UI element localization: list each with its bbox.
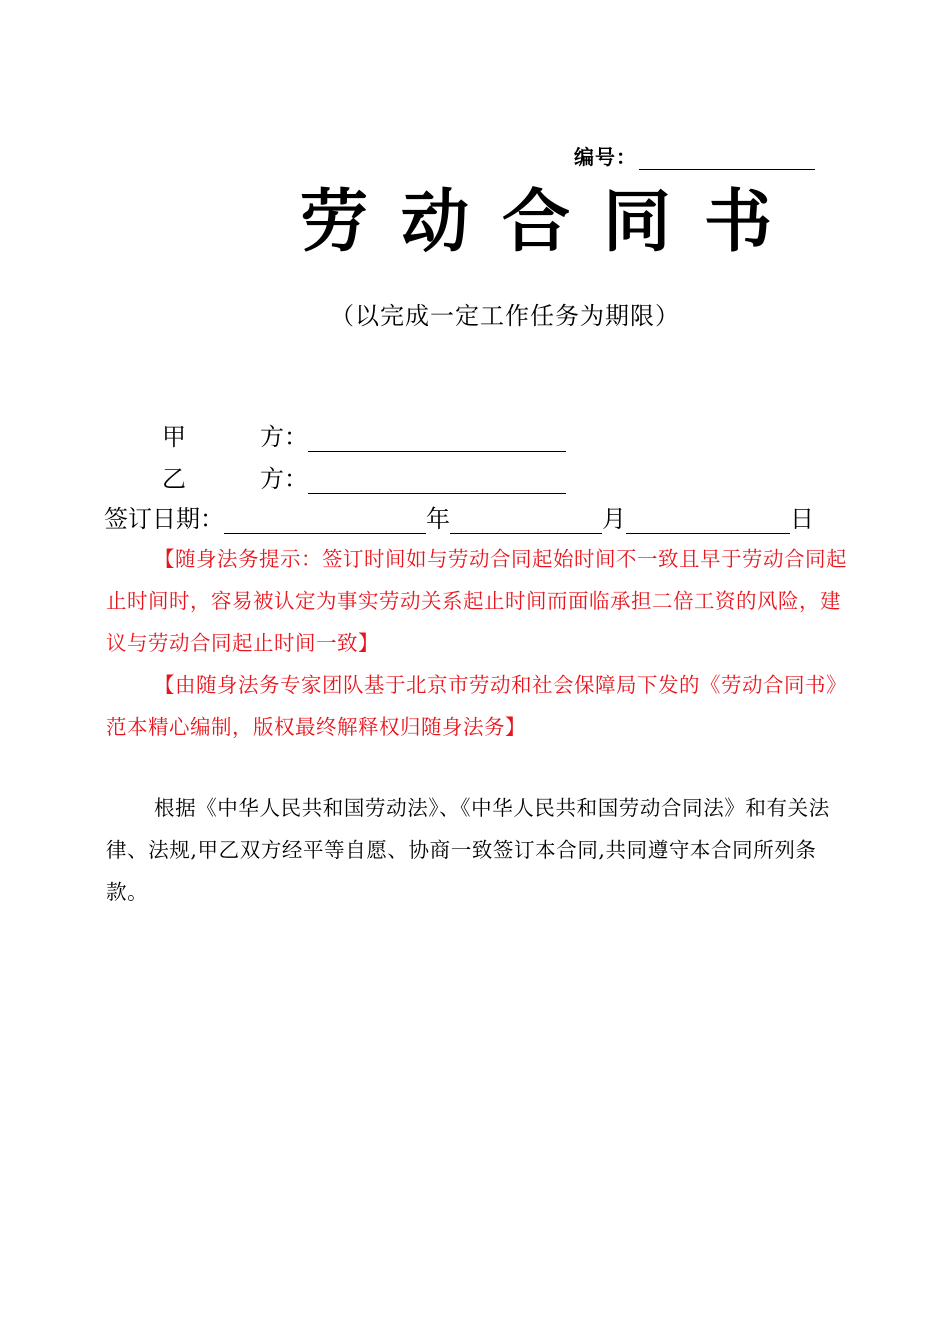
signing-year-label: 年	[426, 505, 450, 533]
signing-date-row	[104, 502, 814, 534]
signing-day-blank[interactable]	[626, 507, 790, 534]
signing-month-label: 月	[602, 505, 626, 533]
signing-month-blank[interactable]	[450, 507, 602, 534]
party-b-suffix: 方：	[260, 465, 308, 493]
party-b-row	[162, 462, 566, 494]
party-a-label: 甲	[162, 423, 186, 451]
document-subtitle: （以完成一定工作任务为期限）	[330, 302, 680, 330]
party-a-row	[162, 420, 566, 452]
copyright-note: 【由随身法务专家团队基于北京市劳动和社会保障局下发的《劳动合同书》范本精心编制，版权最终解释权归随身法务】	[106, 673, 847, 739]
party-a-suffix: 方：	[260, 423, 308, 451]
contract-number-label: 编号：	[574, 145, 637, 169]
contract-number-blank[interactable]	[639, 147, 815, 170]
preamble-paragraph: 根据《中华人民共和国劳动法》、《中华人民共和国劳动合同法》和有关法律、法规,甲乙双方经平等自愿、协商一致签订本合同,共同遵守本合同所列条款。	[106, 796, 830, 904]
party-b-blank[interactable]	[308, 467, 566, 494]
signing-date-label: 签订日期：	[104, 505, 224, 533]
party-b-label: 乙	[162, 465, 186, 493]
party-a-blank[interactable]	[308, 425, 566, 452]
contract-number-row	[574, 140, 815, 170]
legal-tip-note: 【随身法务提示：签订时间如与劳动合同起始时间不一致且早于劳动合同起止时间时，容易被认定为事实劳动关系起止时间而面临承担二倍工资的风险，建议与劳动合同起止时间一致】	[106, 547, 847, 655]
signing-day-label: 日	[790, 505, 814, 533]
signing-year-blank[interactable]	[224, 507, 426, 534]
document-title: 劳动合同书	[300, 183, 806, 262]
